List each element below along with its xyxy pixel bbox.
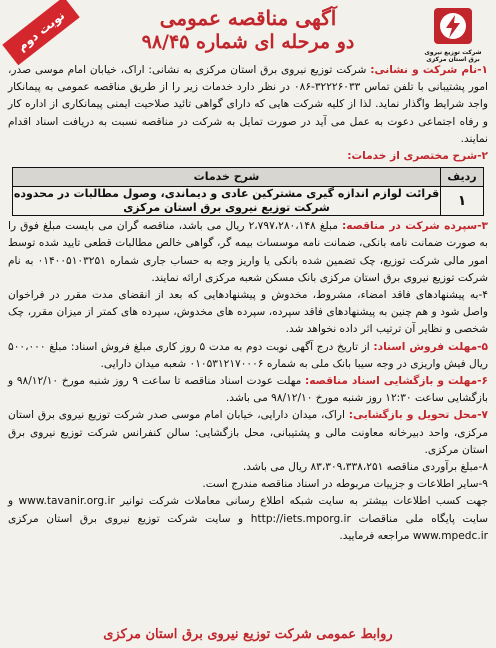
contact-text-4: مراجعه فرمایید. bbox=[339, 529, 410, 542]
section-8: ۸-مبلغ برآوردی مناقصه ۸۳،۳۰۹،۳۳۸،۲۵۱ ریال می باشد. bbox=[242, 461, 488, 474]
second-round-ribbon: نوبت دوم bbox=[2, 0, 79, 65]
contact-info bbox=[8, 493, 488, 545]
section-3-label: ۳-سپرده شرکت در مناقصه: bbox=[342, 220, 488, 233]
section-2-label: ۲-شرح مختصری از خدمات: bbox=[347, 150, 488, 163]
section-1-label: ۱-نام شرکت و نشانی: bbox=[370, 64, 488, 76]
section-6-text: مهلت عودت اسناد مناقصه تا ساعت ۹ روز شنبه مورخ ۹۸/۱۲/۱۰ و بازگشایی ساعت ۱۲:۳۰ روز شنبه مورخ ۹۸/۱۲/۱۰ می باشد. bbox=[8, 375, 488, 405]
section-6-label: ۶-مهلت و بازگشایی اسناد مناقصه: bbox=[304, 375, 488, 388]
company-logo bbox=[420, 6, 486, 63]
table-row-no: ۱ bbox=[440, 187, 483, 215]
services-table bbox=[12, 167, 484, 216]
table-row-desc: قرائت لوازم اندازه گیری مشترکین عادی و دیماندی، وصول مطالبات در محدوده شرکت توزیع نیروی برق استان مرکزی bbox=[13, 187, 440, 215]
table-header-desc: شرح خدمات bbox=[193, 170, 260, 184]
title-block bbox=[78, 6, 418, 54]
section-3-text: مبلغ ۲،۷۹۷،۲۸۰،۱۴۸ ریال می باشد، مناقصه گران می بایست مبلغ فوق را به صورت ضمانت نامه بانکی، ضمانت نامه موسسات بیمه گر، گواهی خالص مطالبات قطعی تایید شده توسط امور مالی شرکت توزیع، چک تضمین شده بانکی یا واریز وجه به حساب جاری شماره ۰۱۴۰۰۵۱۰۳۲۵۱ به نام شرکت توزیع نیروی برق استان مرکزی بانک مسکن شعبه مرکزی ارائه نمایند. bbox=[8, 220, 488, 284]
section-7 bbox=[8, 407, 488, 459]
tavanir-link[interactable]: www.tavanir.org.ir bbox=[18, 495, 115, 508]
contact-text-3: و سایت شرکت توزیع نیروی برق استان مرکزی bbox=[8, 512, 244, 525]
section-5-label: ۵-مهلت فروش اسناد: bbox=[373, 340, 489, 353]
section-4: ۴-به پیشنهادهای فاقد امضاء، مشروط، مخدوش و پیشنهادهایی که بعد از انقضای مدت مقرر در فراخوان واصل شود و هم چنین به پیشنهادهای فاقد سپرده، سپرده های مخدوش، سپرده های کمتر از میزان مقرر، چک شخصی و نظایر آن ترتیب اثر داده نخواهد شد. bbox=[8, 289, 488, 336]
company-logo-text: شرکت توزیع نیروی برق استان مرکزی bbox=[424, 49, 482, 63]
notice-title: آگهی مناقصه عمومی bbox=[159, 6, 337, 30]
section-3 bbox=[8, 218, 488, 287]
mpedc-link[interactable]: www.mpedc.ir bbox=[412, 529, 488, 542]
section-9: ۹-سایر اطلاعات و جزییات مربوطه در اسناد مناقصه مندرج است. bbox=[202, 478, 488, 491]
table-row bbox=[13, 187, 483, 215]
contact-text-2: و سایت پایگاه ملی مناقصات bbox=[8, 495, 489, 525]
contact-text-1: جهت کسب اطلاعات بیشتر به سایت شبکه اطلاع رسانی معاملات شرکت توانیر bbox=[120, 495, 488, 508]
table-header-no: ردیف bbox=[440, 168, 483, 186]
iets-link[interactable]: http://iets.mporg.ir bbox=[250, 512, 351, 525]
section-2 bbox=[8, 148, 488, 165]
section-7-label: ۷-محل تحویل و بازگشایی: bbox=[348, 409, 488, 422]
section-1 bbox=[8, 62, 488, 148]
section-5 bbox=[8, 339, 488, 373]
table-header-row bbox=[13, 168, 483, 187]
section-7-text: اراک، میدان دارایی، خیابان امام موسی صدر شرکت توزیع نیروی برق استان مرکزی، واحد دبیرخانه معاونت مالی و پشتیبانی، محل بازگشایی: سالن کنفرانس شرکت توزیع نیروی برق استان مرکزی. bbox=[8, 409, 488, 456]
tender-number-title: دو مرحله ای شماره ۹۸/۴۵ bbox=[141, 31, 355, 53]
notice-body bbox=[8, 62, 488, 545]
section-1-text: شرکت توزیع نیروی برق استان مرکزی به نشانی: اراک، خیابان امام موسی صدر، امور پشتیبانی با تلفن تماس ۳۲۲۲۶۰۳۳-۰۸۶ در نظر دارد خدمات زیر را از طریق مناقصه عمومی به پیمانکار واجد شرایط واگذار نماید. لذا از کلیه شرکت هایی که دارای گواهی تائید صلاحیت ایمنی پیمانکاری از اداره کار و رفاه اجتماعی دعوت به عمل می آید در صورت تمایل به شرکت در مناقصه نسبت به دریافت اسناد اقدام نمایند. bbox=[8, 64, 489, 145]
header bbox=[8, 4, 488, 62]
section-5-text: از تاریخ درج آگهی نوبت دوم به مدت ۵ روز کاری مبلغ فروش اسناد: مبلغ ۵۰۰،۰۰۰ ریال فیش واریزی در وجه سیبا بانک ملی به شماره ۰۱۰۵۳۱۲۱۷۰۰۰۶ شعبه میدان دارایی. bbox=[8, 340, 488, 370]
company-logo-icon bbox=[431, 6, 475, 46]
public-relations-footer: روابط عمومی شرکت توزیع نیروی برق استان مرکزی bbox=[103, 627, 393, 642]
section-6 bbox=[8, 373, 488, 407]
